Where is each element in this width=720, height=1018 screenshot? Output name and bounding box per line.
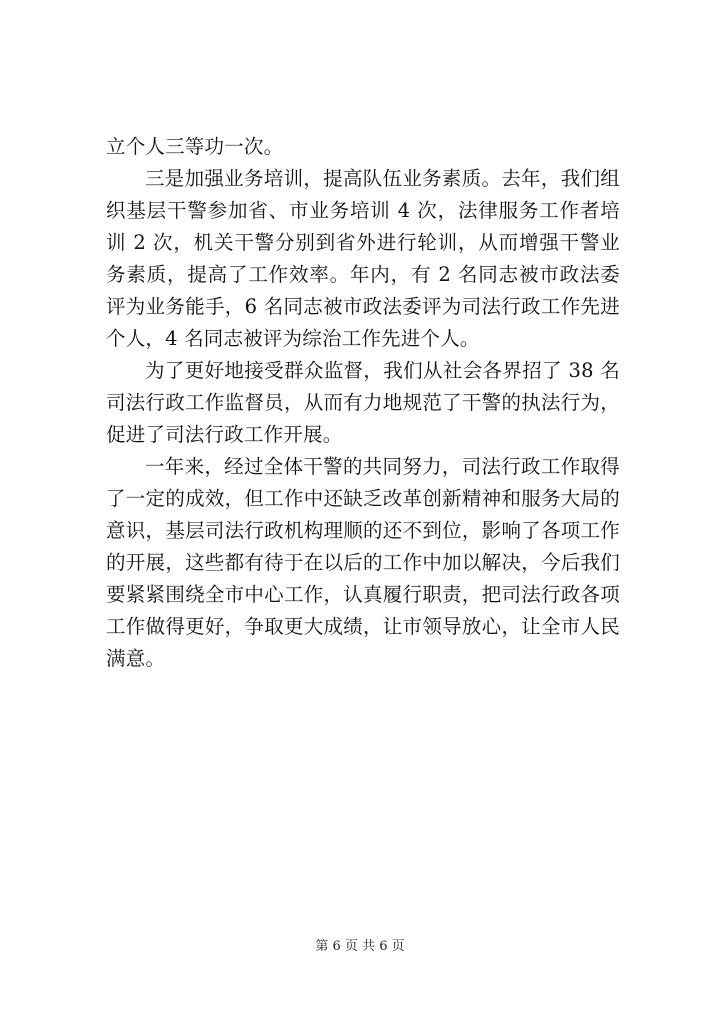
paragraph-1: 立个人三等功一次。 (106, 135, 284, 158)
paragraph-2: 三是加强业务培训，提高队伍业务素质。去年，我们组织基层干警参加省、市业务培训 4 次，法律服务工作者培训 2 次，机关干警分别到省外进行轮训，从而增强干警业务素质，提高了工作效率。年内，有 2 名同志被市政法委评为业务能手，6 名同志被市政法委评为司法行政工作先进个人，4 名同志被评为综治工作先进个人。 (106, 167, 620, 350)
paragraph-3: 为了更好地接受群众监督，我们从社会各界招了 38 名司法行政工作监督员，从而有力地规范了干警的执法行为，促进了司法行政工作开展。 (106, 359, 620, 446)
paragraph-4: 一年来，经过全体干警的共同努力，司法行政工作取得了一定的成效，但工作中还缺乏改革创新精神和服务大局的意识，基层司法行政机构理顺的还不到位，影响了各项工作的开展，这些都有待于在以后的工作中加以解决，今后我们要紧紧围绕全市中心工作，认真履行职责，把司法行政各项工作做得更好，争取更大成绩，让市领导放心，让全市人民满意。 (106, 455, 620, 670)
document-body (106, 131, 620, 675)
page-number-footer: 第 6 页 共 6 页 (315, 939, 405, 954)
